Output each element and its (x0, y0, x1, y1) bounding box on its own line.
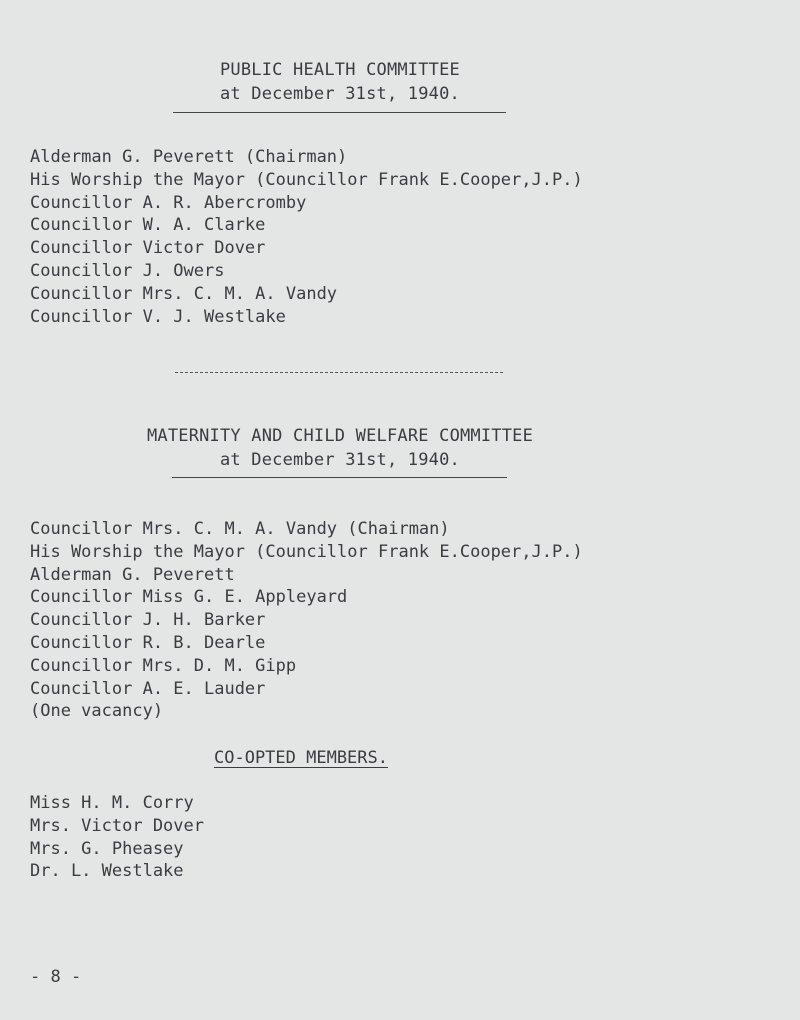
list-item: Councillor A. E. Lauder (30, 678, 266, 699)
heading-underline (172, 477, 507, 478)
maternity-date: at December 31st, 1940. (219, 450, 460, 470)
maternity-member-list (30, 518, 583, 723)
list-item: Councillor Mrs. C. M. A. Vandy (Chairman) (30, 519, 450, 539)
section-divider (175, 372, 503, 373)
page-number: - 8 - (30, 967, 82, 987)
list-item: Mrs. G. Pheasey (30, 838, 184, 859)
list-item: Councillor Victor Dover (30, 238, 266, 259)
list-item: Councillor A. R. Abercromby (30, 192, 307, 213)
list-item: Alderman G. Peverett (Chairman) (30, 147, 348, 167)
list-item: Councillor W. A. Clarke (30, 215, 266, 236)
list-item: Councillor Miss G. E. Appleyard (30, 587, 348, 608)
list-item: Councillor J. Owers (30, 260, 225, 281)
maternity-title: MATERNITY AND CHILD WELFARE COMMITTEE (146, 426, 534, 446)
list-item: His Worship the Mayor (Councillor Frank E.Cooper,J.P.) (30, 541, 583, 562)
list-item: Alderman G. Peverett (30, 564, 235, 585)
public-health-date: at December 31st, 1940. (219, 84, 460, 104)
list-item: Councillor Mrs. D. M. Gipp (30, 655, 297, 676)
co-opted-heading: CO-OPTED MEMBERS. (214, 748, 388, 768)
list-item: Councillor R. B. Dearle (30, 632, 266, 653)
list-item: Dr. L. Westlake (30, 861, 184, 882)
list-item: Councillor J. H. Barker (30, 610, 266, 631)
heading-underline (173, 112, 506, 113)
co-opted-member-list (30, 792, 204, 883)
list-item: Mrs. Victor Dover (30, 815, 204, 836)
list-item: (One vacancy) (30, 701, 164, 722)
list-item: Councillor V. J. Westlake (30, 306, 286, 327)
public-health-title: PUBLIC HEALTH COMMITTEE (219, 60, 460, 80)
list-item: Councillor Mrs. C. M. A. Vandy (30, 283, 338, 304)
public-health-member-list (30, 146, 583, 328)
list-item: Miss H. M. Corry (30, 793, 194, 813)
list-item: His Worship the Mayor (Councillor Frank E.Cooper,J.P.) (30, 169, 583, 190)
